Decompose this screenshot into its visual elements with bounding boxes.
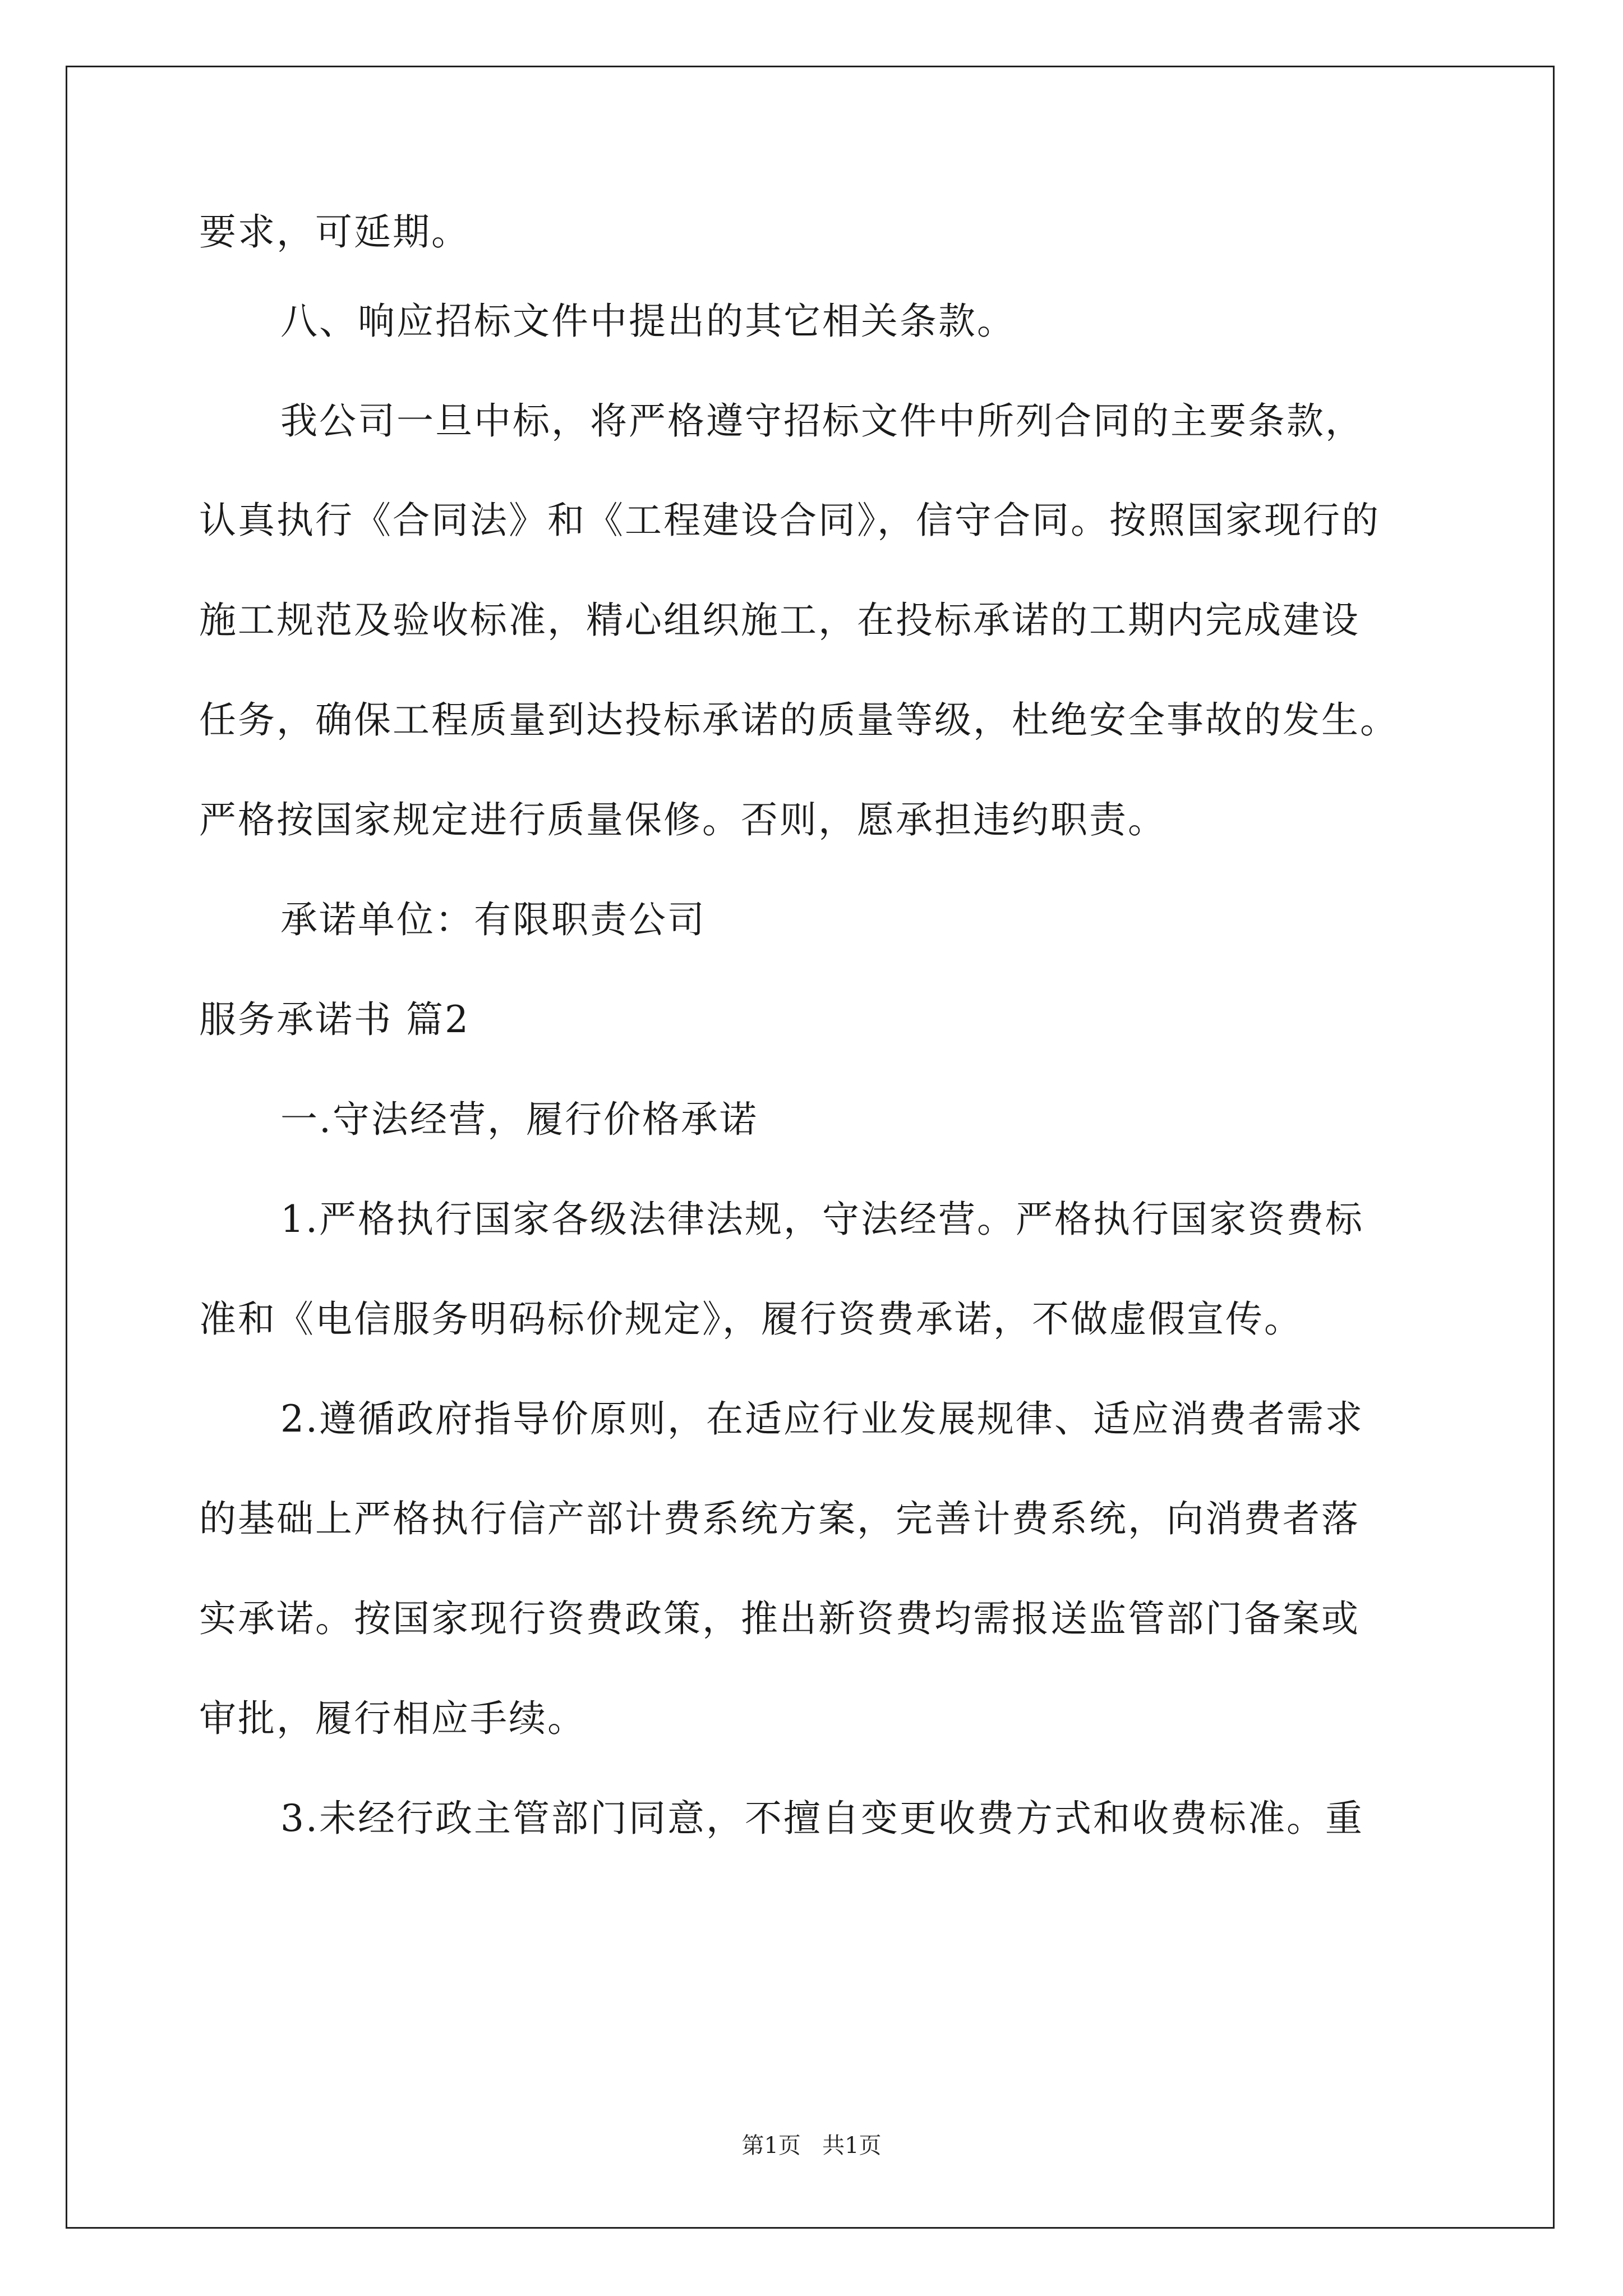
page-number: 第1页 <box>741 2133 801 2159</box>
text-line-5: 施工规范及验收标准，精心组织施工，在投标承诺的工期内完成建设 <box>199 599 1360 642</box>
text-line-12: 准和《电信服务明码标价规定》，履行资费承诺，不做虚假宣传。 <box>199 1297 1303 1341</box>
page-footer <box>0 2132 1623 2160</box>
text-line-2: 八、响应招标文件中提出的其它相关条款。 <box>280 300 1016 343</box>
text-line-13: 2.遵循政府指导价原则，在适应行业发展规律、适应消费者需求 <box>280 1397 1364 1441</box>
text-line-3: 我公司一旦中标，将严格遵守招标文件中所列合同的主要条款， <box>280 399 1364 443</box>
text-line-1: 要求，可延期。 <box>199 210 470 254</box>
text-line-6: 任务，确保工程质量到达投标承诺的质量等级，杜绝安全事故的发生。 <box>199 698 1399 742</box>
text-line-4: 认真执行《合同法》和《工程建设合同》，信守合同。按照国家现行的 <box>199 499 1380 542</box>
text-line-8: 承诺单位：有限职责公司 <box>280 898 706 941</box>
text-line-15: 实承诺。按国家现行资费政策，推出新资费均需报送监管部门备案或 <box>199 1597 1360 1640</box>
page-total: 共1页 <box>822 2133 882 2159</box>
text-line-16: 审批，履行相应手续。 <box>199 1697 586 1740</box>
text-line-10: 一.守法经营，履行价格承诺 <box>280 1098 758 1141</box>
text-line-7: 严格按国家规定进行质量保修。否则，愿承担违约职责。 <box>199 798 1166 841</box>
text-line-11: 1.严格执行国家各级法律法规，守法经营。严格执行国家资费标 <box>280 1198 1364 1241</box>
page-border <box>66 66 1555 2229</box>
text-line-14: 的基础上严格执行信产部计费系统方案，完善计费系统，向消费者落 <box>199 1497 1360 1540</box>
text-line-17: 3.未经行政主管部门同意，不擅自变更收费方式和收费标准。重 <box>280 1797 1364 1840</box>
section-heading: 服务承诺书 篇2 <box>199 998 470 1041</box>
